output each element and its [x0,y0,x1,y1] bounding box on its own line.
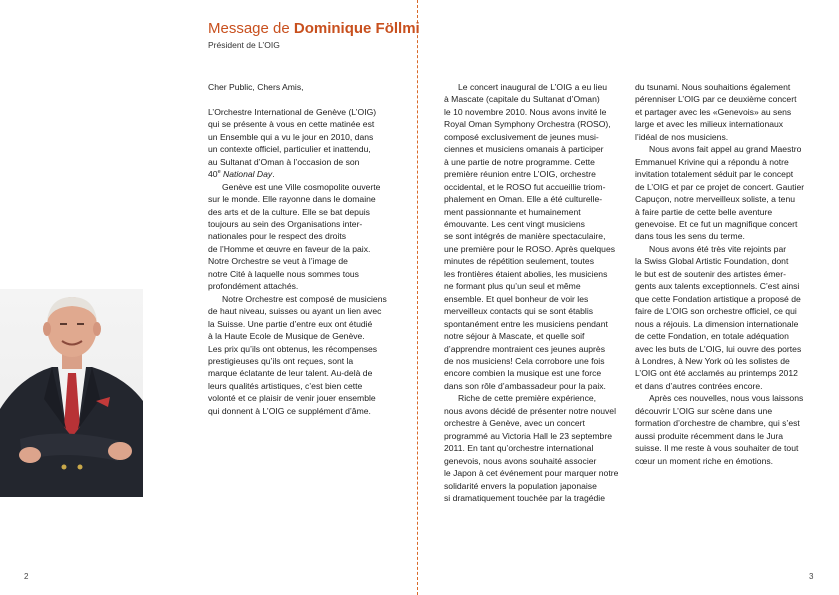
text-line: un Ensemble qui a vu le jour en 2010, dans [208,131,374,142]
text-line: faire de L’OIG son orchestre officiel, ce qui [635,306,797,317]
text-line: L’Orchestre International de Genève (L’OIG) [208,106,377,117]
text-line: dans tous les sens du terme. [635,231,745,242]
paragraph-4 [635,392,804,467]
text-line: merveilleux contacts qui se sont établis [444,306,594,317]
text-line: de cette Fondation, en totale adéquation [635,331,789,342]
portrait-photo [0,289,143,497]
text-line: de haut niveau, suisses ou ayant un lien avec [208,306,382,317]
text-line: toujours au sein des Organisations inter- [208,218,363,229]
text-line: composé exclusivement de jeunes musi- [444,131,599,142]
text-line: une première pour le ROSO. Après quelques [444,243,616,254]
text-line: la Suisse. Une partie d’entre eux ont étudié [208,318,373,329]
text-line: solidarité envers la population japonaise [444,480,597,491]
text-line [208,168,387,180]
column-3 [635,81,804,467]
paragraph-1 [444,81,618,392]
text-line: et dans d’autres contrées encore. [635,380,763,391]
text-line: nous avons décidé de présenter notre nouvel [444,405,616,416]
text-line: formation d’orchestre de chambre, qui s’est [635,418,800,429]
ordinal-suffix: e [217,169,221,176]
text-line: notre Cité à laquelle nous sommes tous [208,268,359,279]
text-line: émouvante. Les cent vingt musiciens [444,218,585,229]
title-prefix: Message de [208,20,294,37]
text-line: ensemble. Et quel bonheur de voir les [444,293,589,304]
text-line: des arts et de la culture. Elle se bat depuis [208,206,370,217]
text-line: qui donnent à L’OIG ce supplément d’âme. [208,405,371,416]
text-line: le but est de soutenir des artistes émer- [635,268,786,279]
text-line: que cette Fondation artistique a proposé de [635,293,801,304]
text-line: ne formant plus qu’un seul et même [444,281,581,292]
text-line: suisse. Il me reste à vous souhaiter de tout [635,443,799,454]
text-line: un contexte officiel, particulier et inattendu, [208,144,371,155]
text-line: Capuçon, notre merveilleux soliste, a tenu [635,194,796,205]
text-line: à une partie de notre programme. Cette [444,156,595,167]
text-line: L’OIG ont été acclamés au printemps 2012 [635,368,798,379]
paragraph-3 [635,243,804,392]
text-line: notre séjour à Mascate, et quelle soif [444,331,585,342]
period: . [272,169,275,180]
greeting: Cher Public, Chers Amis, [208,82,304,92]
text-line: genevois, nous avons souhaité associer [444,455,597,466]
text-line: programmé au Victoria Hall le 23 septembre [444,430,612,441]
text-line: à Londres, à New York où les solistes de [635,355,790,366]
text-line: 2011. En tant qu’orchestre international [444,443,594,454]
text-line: Riche de cette première expérience, [458,393,597,404]
text-line: de L’OIG et par ce projet de concert. Gautier [635,181,805,192]
text-line: Nous avons été très vite rejoints par [649,243,787,254]
text-line: première réunion entre L’OIG, orchestre [444,169,596,180]
text-line: encore combien la musique est une force [444,368,602,379]
text-line: genevoise. Et ce fut un magnifique concert [635,218,798,229]
text-line: prestigieuses qu’ils ont reçues, sont la [208,355,354,366]
page-fold [417,0,419,595]
text-line: Nous avons fait appel au grand Maestro [649,144,802,155]
text-line: découvrir L’OIG sur scène dans une [635,405,773,416]
text-line: volonté et ce plaisir de venir jouer ensemble [208,393,376,404]
paragraph-2 [444,392,618,504]
text-line: de l’Homme et œuvre en faveur de la paix. [208,243,371,254]
text-line: spontanément entre les musiciens pendant [444,318,608,329]
text-line: large et avec les milieux internationaux [635,119,784,130]
paragraph-3 [208,293,387,418]
text-line: l’idéal de nos musiciens. [635,131,729,142]
text-line: au Sultanat d’Oman à l’occasion de son [208,156,360,167]
text-line: Les prix qu’ils ont obtenus, les récompenses [208,343,378,354]
text-line: dans son rôle d’ambassadeur pour la paix. [444,380,606,391]
text-line: Notre Orchestre est composé de musiciens [222,293,387,304]
text-line: avec les buts de L’OIG, lui ouvre des portes [635,343,802,354]
page-number-right: 3 [809,572,814,581]
text-line: du tsunami. Nous souhaitions également [635,82,791,92]
text-line: si dramatiquement touchée par la tragédie [444,492,605,503]
text-line: à faire partie de cette belle aventure [635,206,773,217]
text-line: profondément attachés. [208,281,299,292]
text-line: occidental, et le ROSO fut accueillie triom- [444,181,606,192]
title-name: Dominique Föllmi [293,20,420,37]
text-line: leurs qualités artistiques, c’est bien cette [208,380,363,391]
text-line: gents aux talents exceptionnels. C’est ainsi [635,281,800,292]
text-line: qui se présente à vous en cette matinée est [208,119,375,130]
paragraph-1 [208,106,387,181]
text-line: la Swiss Global Artistic Foundation, dont [635,256,789,267]
text-line: à la Haute Ecole de Musique de Genève. [208,331,365,342]
paragraph-1 [635,81,804,143]
text-line: Le concert inaugural de L’OIG a eu lieu [458,82,608,92]
text-line: les frontières étaient abolies, les musiciens [444,268,608,279]
text-line: ment passionnante et humainement [444,206,581,217]
page-title [208,20,420,37]
portrait-illustration [0,289,143,497]
text-line: de nos musiciens! Cela corrobore une fois [444,355,605,366]
text-line: ciennes et musiciens omanais à participer [444,144,604,155]
text-line: Notre Orchestre se veut à l’image de [208,256,348,267]
paragraph-2 [208,181,387,293]
text-line: orchestre à Genève, avec un concert [444,418,585,429]
text-line: phalement en Oman. Elle a été culturelle- [444,194,603,205]
text-line: minutes de répétition seulement, toutes [444,256,595,267]
text-line: Genève est une Ville cosmopolite ouverte [222,181,381,192]
text-line: marque éclatante de leur talent. Au-delà de [208,368,373,379]
text-line: cœur un moment riche en émotions. [635,455,774,466]
national-day-text: National Day [223,169,273,180]
text-line: pérenniser L’OIG par ce deuxième concert [635,94,797,105]
ordinal-number: 40 [208,169,218,180]
text-line: d’apprendre montraient ces jeunes auprès [444,343,605,354]
column-1 [208,81,387,417]
text-line: aussi produite récemment dans le Jura [635,430,784,441]
text-line: Emmanuel Krivine qui a répondu à notre [635,156,789,167]
page-number-left: 2 [24,572,29,581]
text-line: se sont intégrés de manière spectaculaire, [444,231,606,242]
text-line: Royal Oman Symphony Orchestra (ROSO), [444,119,611,130]
text-line: le 10 novembre 2010. Nous avons invité le [444,106,607,117]
text-line: invitation totalement séduit par le concept [635,169,794,180]
column-2 [444,81,618,504]
text-line: nationales pour le respect des droits [208,231,347,242]
text-line: sur le monde. Elle rayonne dans le domaine [208,194,376,205]
text-line: le Japon à cet événement pour marquer notre [444,468,619,479]
text-line: Après ces nouvelles, nous vous laissons [649,393,804,404]
paragraph-2 [635,143,804,243]
text-line: à Mascate (capitale du Sultanat d’Oman) [444,94,600,105]
page-subtitle: Président de L’OIG [208,40,280,50]
text-line: nous a réjouis. La dimension internationale [635,318,799,329]
text-line: et partager avec les «Genevois» au sens [635,106,792,117]
